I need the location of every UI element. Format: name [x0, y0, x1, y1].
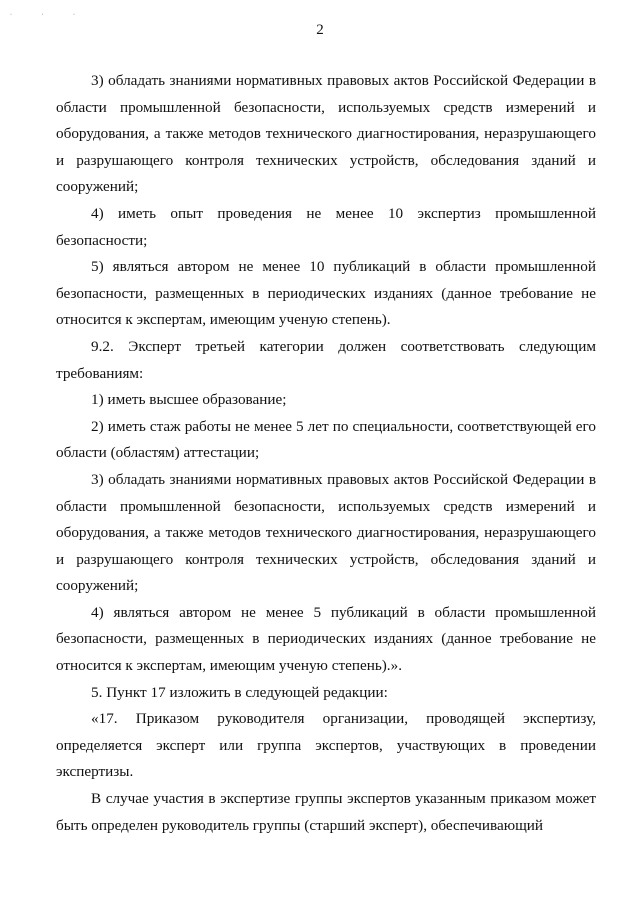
document-body [56, 68, 596, 839]
paragraph-expert2-item3: 3) обладать знаниями нормативных правовых актов Российской Федерации в области промышленной безопасности, используемых средств измерений и оборудования, а также методов технического диагностирования, неразрушающего и разрушающего контроля технических устройств, обследования зданий и сооружений; [56, 72, 596, 196]
paragraph-expert3-item1: 1) иметь высшее образование; [91, 391, 287, 409]
paragraph-expert3-item4: 4) являться автором не менее 5 публикаций в области промышленной безопасности, размещенных в периодических изданиях (данное требование не относится к экспертам, имеющим ученую степень).». [56, 603, 596, 675]
paragraph-expert3-item3: 3) обладать знаниями нормативных правовых актов Российской Федерации в области промышленной безопасности, используемых средств измерений и оборудования, а также методов технического диагностирования, неразрушающего и разрушающего контроля технических устройств, обследования зданий и сооружений; [56, 470, 596, 595]
paragraph-expert2-item5: 5) являться автором не менее 10 публикаций в области промышленной безопасности, размещенных в периодических изданиях (данное требование не относится к экспертам, имеющим ученую степень). [56, 258, 596, 329]
paragraph-expert3-item2: 2) иметь стаж работы не менее 5 лет по специальности, соответствующей его области (областям) аттестации; [56, 417, 596, 462]
paragraph-point-17: «17. Приказом руководителя организации, проводящей экспертизу, определяется эксперт или группа экспертов, участвующих в проведении экспертизы. [56, 710, 596, 781]
paragraph-expert-group: В случае участия в экспертизе группы экспертов указанным приказом может быть определен руководитель группы (старший эксперт), обеспечивающий [56, 790, 596, 834]
paragraph-item-5: 5. Пункт 17 изложить в следующей редакции: [91, 683, 388, 701]
page-number: 2 [316, 22, 324, 38]
scan-specks: · · · [10, 12, 89, 18]
paragraph-expert2-item4: 4) иметь опыт проведения не менее 10 экспертиз промышленной безопасности; [56, 204, 596, 249]
paragraph-section-9-2: 9.2. Эксперт третьей категории должен соответствовать следующим требованиям: [56, 337, 596, 382]
